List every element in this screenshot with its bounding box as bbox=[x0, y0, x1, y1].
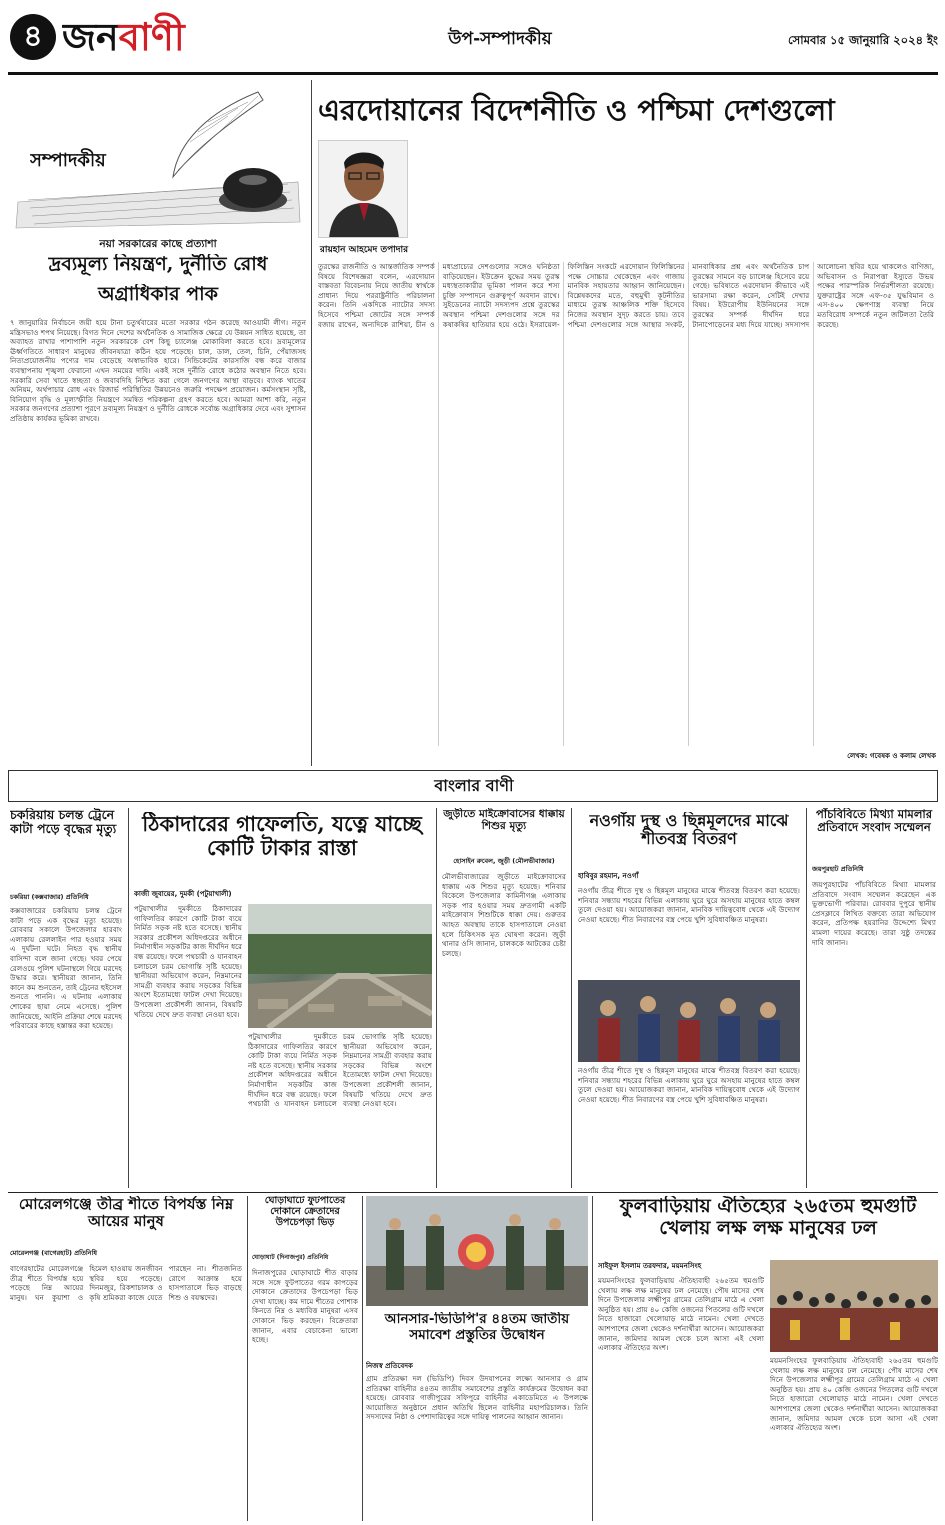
news-body: কক্সবাজারের চকরিয়ায় চলন্ত ট্রেনে কাটা পড়ে এক বৃদ্ধের মৃত্যু হয়েছে। রোববার সকালে উপজেলার হারবাং এলাকায় রেললাইন পার হওয়ার সময় এ দুর্ঘটনা ঘটে। নিহত বৃদ্ধ স্থানীয় বাসিন্দা বলে জানা গেছে। খবর পেয়ে রেলওয়ে পুলিশ ঘটনাস্থলে গিয়ে মরদেহ উদ্ধার করে। স্থানীয়রা জানান, তিনি কানে কম শুনতেন, তাই ট্রেনের হুইসেল শুনতে পাননি। এ ঘটনায় এলাকায় শোকের ছায়া নেমে এসেছে। পুলিশ জানিয়েছে, আইনি প্রক্রিয়া শেষে মরদেহ পরিবারের কাছে হস্তান্তর করা হয়েছে। bbox=[10, 906, 122, 1031]
blanket-distribution-photo bbox=[578, 980, 800, 1062]
news-headline: ঠিকাদারের গাফেলতি, যত্নে যাচ্ছে কোটি টাকার রাস্তা bbox=[142, 812, 422, 861]
news-byline: জয়পুরহাট প্রতিনিধি bbox=[812, 865, 864, 873]
news-byline: মোরেলগঞ্জ (বাগেরহাট) প্রতিনিধি bbox=[10, 1249, 98, 1257]
news-body: মৌলভীবাজারের জুড়ীতে মাইক্রোবাসের ধাক্কায় এক শিশুর মৃত্যু হয়েছে। শনিবার বিকেলে উপজেলার কামিনীগঞ্জ এলাকায় সড়ক পার হওয়ার সময় দ্রুতগামী একটি মাইক্রোবাস শিশুটিকে ধাক্কা দেয়। গুরুতর আহত অবস্থায় তাকে হাসপাতালে নেওয়া হলে চিকিৎসক মৃত ঘোষণা করেন। জুড়ী থানার ওসি জানান, চালককে আটকের চেষ্টা চলছে। bbox=[442, 872, 566, 958]
news-byline: নিজস্ব প্রতিবেদক bbox=[366, 1362, 413, 1370]
masthead-rule bbox=[8, 72, 938, 75]
author-photo bbox=[318, 140, 408, 238]
editorial-body: ৭ জানুয়ারির নির্বাচনে জয়ী হয়ে টানা চতুর্থবারের মতো সরকার গঠন করেছে আওয়ামী লীগ। নতুন মন্ত্রিসভাও শপথ নিয়েছে। বিগত দিনে দেশের অর্থনৈতিক ও সামাজিক ক্ষেত্রে যে উন্নয়ন সাধিত হয়েছে, তা অব্যাহত রাখার পাশাপাশি নতুন সরকারকে বেশ কিছু চ্যালেঞ্জ মোকাবিলা করতে হবে। দ্রব্যমূল্যের ঊর্ধ্বগতিতে সাধারণ মানুষের জীবনযাত্রা কঠিন হয়ে পড়েছে। চাল, ডাল, তেল, চিনি, পেঁয়াজসহ নিত্যপ্রয়োজনীয় পণ্যের দাম বেড়েছে অস্বাভাবিক হারে। সিন্ডিকেটের কারসাজি বন্ধ করে বাজার ব্যবস্থাপনায় শৃঙ্খলা ফেরানো এখন সময়ের দাবি। একই সঙ্গে দুর্নীতি রোধে কঠোর অবস্থান নিতে হবে। সরকারি সেবা খাতে স্বচ্ছতা ও জবাবদিহি নিশ্চিত করা গেলে জনগণের আস্থা বাড়বে। ব্যাংক খাতের অনিয়ম, অর্থপাচার রোধ এবং রিজার্ভ পরিস্থিতির উন্নয়নেও জরুরি পদক্ষেপ প্রয়োজন। কর্মসংস্থান সৃষ্টি, বিনিয়োগ বৃদ্ধি ও মূল্যস্ফীতি নিয়ন্ত্রণে সমন্বিত পরিকল্পনা গ্রহণ করতে হবে। আমরা আশা করি, নতুন সরকার জনগণের প্রত্যাশা পূরণে দ্রব্যমূল্য নিয়ন্ত্রণ ও দুর্নীতি রোধকে সর্বোচ্চ অগ্রাধিকার দেবে এবং সুশাসন প্রতিষ্ঠায় কার্যকর ভূমিকা রাখবে। bbox=[10, 318, 306, 423]
news-headline: নওগাঁয় দুস্থ ও ছিন্নমূলদের মাঝে শীতবস্ত্র বিতরণ bbox=[589, 812, 789, 849]
logo-part-2: বাণী bbox=[118, 14, 185, 59]
feature-body: তুরস্কের রাজনীতি ও আন্তর্জাতিক সম্পর্ক বিষয়ে বিশেষজ্ঞরা বলেন, এরদোয়ান বাস্তবতা বিবেচনায় নিয়ে জাতীয় স্বার্থকে প্রাধান্য দিয়ে পররাষ্ট্রনীতি পরিচালনা করেন। তিনি একদিকে ন্যাটোর সদস্য হিসেবে পশ্চিমা জোটের সঙ্গে সম্পর্ক বজায় রাখেন, অন্যদিকে রাশিয়া, চীন ও মধ্যপ্রাচ্যের দেশগুলোর সঙ্গেও ঘনিষ্ঠতা বাড়িয়েছেন। ইউক্রেন যুদ্ধের সময় তুরস্ক মধ্যস্থতাকারীর ভূমিকা পালন করে শস্য চুক্তি সম্পাদনে গুরুত্বপূর্ণ অবদান রাখে। সুইডেনের ন্যাটো সদস্যপদ প্রশ্নে তুরস্কের অবস্থান পশ্চিমা দেশগুলোর সঙ্গে দর কষাকষির হাতিয়ার হয়ে ওঠে। ইসরায়েল-ফিলিস্তিন সংকটে এরদোয়ান ফিলিস্তিনের পক্ষে সোচ্চার থেকেছেন এবং গাজায় মানবিক সহায়তার আহ্বান জানিয়েছেন। বিশ্লেষকদের মতে, বহুমুখী কূটনীতির মাধ্যমে তুরস্ক আঞ্চলিক শক্তি হিসেবে নিজের অবস্থান সুদৃঢ় করতে চায়। তবে পশ্চিমা দেশগুলোর সঙ্গে আস্থার সংকট, মানবাধিকার প্রশ্ন এবং অর্থনৈতিক চাপ তুরস্কের সামনে বড় চ্যালেঞ্জ হিসেবে রয়ে গেছে। ভবিষ্যতে এরদোয়ান কীভাবে এই ভারসাম্য রক্ষা করেন, সেটিই দেখার বিষয়। ইউরোপীয় ইউনিয়নের সঙ্গে তুরস্কের সম্পর্ক দীর্ঘদিন ধরে টানাপোড়েনের মধ্য দিয়ে যাচ্ছে। সদস্যপদ আলোচনা স্থবির হয়ে থাকলেও বাণিজ্য, অভিবাসন ও নিরাপত্তা ইস্যুতে উভয় পক্ষের পারস্পরিক নির্ভরশীলতা রয়েছে। যুক্তরাষ্ট্রের সঙ্গে এফ-৩৫ যুদ্ধবিমান ও এস-৪০০ ক্ষেপণাস্ত্র ব্যবস্থা নিয়ে মতবিরোধ সম্পর্কে নতুন জটিলতা তৈরি করেছে। bbox=[318, 262, 934, 329]
news-headline: চকরিয়ায় চলন্ত ট্রেনে কাটা পড়ে বৃদ্ধের মৃত্যু bbox=[10, 808, 117, 837]
row-divider bbox=[8, 1192, 938, 1193]
feature-headline: এরদোয়ানের বিদেশনীতি ও পশ্চিমা দেশগুলো bbox=[318, 93, 835, 127]
news-body-continued bbox=[770, 1356, 938, 1519]
news-body: নওগাঁয় তীব্র শীতে দুস্থ ও ছিন্নমূল মানুষের মাঝে শীতবস্ত্র বিতরণ করা হয়েছে। শনিবার সন্ধ্যায় শহরের বিভিন্ন এলাকায় ঘুরে ঘুরে অসহায় মানুষের হাতে কম্বল তুলে দেওয়া হয়। আয়োজকরা জানান, মানবিক দায়িত্ববোধ থেকে এই উদ্যোগ নেওয়া হয়েছে। শীত নিবারণের বস্ত্র পেয়ে খুশি সুবিধাবঞ্চিত মানুষরা। bbox=[578, 886, 800, 924]
news-body-continued bbox=[248, 1032, 432, 1184]
news-headline: ঘোড়াঘাটে ফুটপাতের দোকানে ক্রেতাদের উপচেপড়া ভিড় bbox=[264, 1196, 346, 1228]
ceremony-image bbox=[366, 1196, 588, 1306]
column-divider bbox=[311, 80, 312, 766]
ansar-vdp-photo bbox=[366, 1196, 588, 1306]
news-body: পটুয়াখালীর দুমকীতে ঠিকাদারের গাফিলতির কারণে কোটি টাকা ব্যয়ে নির্মিত সড়ক নষ্ট হতে বসেছে। স্থানীয় সরকার প্রকৌশল অধিদপ্তরের অধীনে নির্মাণাধীন সড়কটির কাজ দীর্ঘদিন ধরে বন্ধ রয়েছে। ফলে পথচারী ও যানবাহন চলাচলে চরম ভোগান্তি সৃষ্টি হয়েছে। স্থানীয়রা অভিযোগ করেন, নিম্নমানের সামগ্রী ব্যবহার করায় সড়কের বিভিন্ন অংশে ইতোমধ্যে ফাটল দেখা দিয়েছে। উপজেলা প্রকৌশলী জানান, বিষয়টি খতিয়ে দেখে দ্রুত ব্যবস্থা নেওয়া হবে। bbox=[134, 904, 242, 1019]
news-headline: জুড়ীতে মাইক্রোবাসের ধাক্কায় শিশুর মৃত্যু bbox=[443, 808, 565, 833]
newspaper-logo bbox=[62, 10, 262, 64]
column-divider bbox=[806, 808, 807, 1188]
news-body: গ্রাম প্রতিরক্ষা দল (ভিডিপি) দিবস উদযাপনের লক্ষ্যে আনসার ও গ্রাম প্রতিরক্ষা বাহিনীর ৪৪তম জাতীয় সমাবেশের প্রস্তুতি কার্যক্রমের উদ্বোধন করা হয়েছে। রোববার গাজীপুরের সফিপুরে বাহিনীর একাডেমিতে এ উপলক্ষে আয়োজিত অনুষ্ঠানে প্রধান অতিথি ছিলেন বাহিনীর মহাপরিচালক। তিনি সদস্যদের নিষ্ঠা ও পেশাদারিত্বের সঙ্গে দায়িত্ব পালনের আহ্বান জানান। bbox=[366, 1374, 588, 1422]
news-body: জয়পুরহাটের পাঁচবিবিতে মিথ্যা মামলার প্রতিবাদে সংবাদ সম্মেলন করেছেন এক ভুক্তভোগী পরিবার। রোববার দুপুরে স্থানীয় প্রেসক্লাবে লিখিত বক্তব্যে তারা অভিযোগ করেন, প্রতিপক্ষ হয়রানির উদ্দেশ্যে মিথ্যা মামলা দায়ের করেছে। তারা সুষ্ঠু তদন্তের দাবি জানান। bbox=[812, 880, 936, 947]
feature-closing: লেখক: গবেষক ও কলাম লেখক bbox=[847, 752, 936, 760]
crowd-image bbox=[578, 980, 800, 1062]
news-body-continued bbox=[578, 1066, 800, 1186]
section-banner bbox=[8, 770, 938, 802]
news-byline: হাবিবুর রহমান, নওগাঁ bbox=[578, 872, 639, 880]
news-byline: ঘোড়াঘাট (দিনাজপুর) প্রতিনিধি bbox=[252, 1254, 329, 1261]
author-portrait-icon bbox=[319, 141, 408, 238]
news-headline: মোরেলগঞ্জে তীব্র শীতে বিপর্যস্ত নিম্ন আয়ের মানুষ bbox=[18, 1196, 234, 1231]
news-body-tail: ময়মনসিংহের ফুলবাড়িয়ায় ঐতিহ্যবাহী ২৬৫তম হুমগুটি খেলায় লক্ষ লক্ষ মানুষের ঢল নেমেছে। পৌষ মাসের শেষ দিনে উপজেলার লক্ষ্মীপুর গ্রামের তেলিগ্রাম মাঠে এ খেলা অনুষ্ঠিত হয়। প্রায় ৪০ কেজি ওজনের পিতলের গুটি দখলে নিতে হাজারো খেলোয়াড় মাঠে নামেন। খেলা দেখতে আশপাশের জেলা থেকেও দর্শনার্থীরা আসেন। আয়োজকরা জানান, জমিদার আমল থেকে চলে আসা এই খেলা এলাকার ঐতিহ্যের অংশ। bbox=[770, 1356, 938, 1433]
road-photo bbox=[248, 904, 432, 1028]
column-divider bbox=[436, 808, 437, 1188]
logo-part-1: জন bbox=[62, 14, 119, 59]
news-headline: ফুলবাড়িয়ায় ঐতিহ্যের ২৬৫তম হুমগুটি খেলায় লক্ষ লক্ষ মানুষের ঢল bbox=[619, 1196, 917, 1239]
news-body-tail: পটুয়াখালীর দুমকীতে ঠিকাদারের গাফিলতির কারণে কোটি টাকা ব্যয়ে নির্মিত সড়ক নষ্ট হতে বসেছে। স্থানীয় সরকার প্রকৌশল অধিদপ্তরের অধীনে নির্মাণাধীন সড়কটির কাজ দীর্ঘদিন ধরে বন্ধ রয়েছে। ফলে পথচারী ও যানবাহন চলাচলে চরম ভোগান্তি সৃষ্টি হয়েছে। স্থানীয়রা অভিযোগ করেন, নিম্নমানের সামগ্রী ব্যবহার করায় সড়কের বিভিন্ন অংশে ইতোমধ্যে ফাটল দেখা দিয়েছে। উপজেলা প্রকৌশলী জানান, বিষয়টি খতিয়ে দেখে দ্রুত ব্যবস্থা নেওয়া হবে। bbox=[248, 1032, 432, 1109]
news-headline: পাঁচবিবিতে মিথ্যা মামলার প্রতিবাদে সংবাদ সম্মেলন bbox=[815, 808, 933, 835]
damaged-road-image bbox=[248, 904, 432, 1028]
page-number-badge bbox=[10, 14, 56, 60]
news-byline: হোসাইন রুবেল, জুড়ী (মৌলভীবাজার) bbox=[453, 857, 555, 865]
column-divider bbox=[247, 1196, 248, 1521]
page-number: ৪ bbox=[23, 19, 43, 54]
issue-date: সোমবার ১৫ জানুয়ারি ২০২৪ ইং bbox=[787, 33, 938, 47]
masthead bbox=[0, 0, 945, 78]
section-banner-title: বাংলার বাণী bbox=[434, 776, 514, 795]
feature-author: রায়হান আহমেদ তপাদার bbox=[319, 245, 409, 255]
news-byline: সাইফুল ইসলাম তরফদার, ময়মনসিংহ bbox=[598, 1262, 702, 1270]
news-headline: আনসার-ভিডিপি'র ৪৪তম জাতীয় সমাবেশ প্রস্তুতির উদ্বোধন bbox=[384, 1312, 570, 1343]
news-body: দিনাজপুরের ঘোড়াঘাটে শীত বাড়ার সঙ্গে সঙ্গে ফুটপাতের গরম কাপড়ের দোকানে ক্রেতাদের উপচেপড়া ভিড় দেখা যাচ্ছে। কম দামে শীতের পোশাক কিনতে নিম্ন ও মধ্যবিত্ত মানুষরা এসব দোকানে ভিড় করছেন। বিক্রেতারা জানান, এবার বেচাকেনা ভালো হচ্ছে। bbox=[252, 1268, 358, 1345]
festival-crowd-image bbox=[770, 1260, 938, 1352]
news-byline: চকরিয়া (কক্সবাজার) প্রতিনিধি bbox=[10, 893, 89, 901]
column-divider bbox=[362, 1196, 363, 1521]
humguti-crowd-photo bbox=[770, 1260, 938, 1352]
editorial-headline-line-2: অগ্রাধিকার পাক bbox=[98, 284, 218, 305]
news-byline: কাজী জুবায়ের, দুমকী (পটুয়াখালী) bbox=[134, 890, 232, 898]
news-body: ময়মনসিংহের ফুলবাড়িয়ায় ঐতিহ্যবাহী ২৬৫তম হুমগুটি খেলায় লক্ষ লক্ষ মানুষের ঢল নেমেছে। পৌষ মাসের শেষ দিনে উপজেলার লক্ষ্মীপুর গ্রামের তেলিগ্রাম মাঠে এ খেলা অনুষ্ঠিত হয়। প্রায় ৪০ কেজি ওজনের পিতলের গুটি দখলে নিতে হাজারো খেলোয়াড় মাঠে নামেন। খেলা দেখতে আশপাশের জেলা থেকেও দর্শনার্থীরা আসেন। আয়োজকরা জানান, জমিদার আমল থেকে চলে আসা এই খেলা এলাকার ঐতিহ্যের অংশ। bbox=[598, 1276, 764, 1353]
news-body-tail: নওগাঁয় তীব্র শীতে দুস্থ ও ছিন্নমূল মানুষের মাঝে শীতবস্ত্র বিতরণ করা হয়েছে। শনিবার সন্ধ্যায় শহরের বিভিন্ন এলাকায় ঘুরে ঘুরে অসহায় মানুষের হাতে কম্বল তুলে দেওয়া হয়। আয়োজকরা জানান, মানবিক দায়িত্ববোধ থেকে এই উদ্যোগ নেওয়া হয়েছে। শীত নিবারণের বস্ত্র পেয়ে খুশি সুবিধাবঞ্চিত মানুষরা। bbox=[578, 1066, 800, 1104]
editorial-kicker: নয়া সরকারের কাছে প্রত্যাশা bbox=[99, 238, 217, 250]
column-divider bbox=[128, 808, 129, 1188]
column-divider bbox=[592, 1196, 593, 1521]
news-body: বাগেরহাটের মোরেলগঞ্জে তীব্র শীতে বিপর্যস্ত হয়ে পড়েছে নিম্ন আয়ের মানুষ। ঘন কুয়াশা ও হিমেল হাওয়ায় জনজীবন স্থবির হয়ে পড়েছে। দিনমজুর, রিকশাচালক ও কৃষি শ্রমিকরা কাজে যেতে পারছেন না। শীতজনিত রোগে আক্রান্ত হয়ে হাসপাতালে ভিড় বাড়ছে শিশু ও বয়স্কদের। bbox=[10, 1264, 242, 1302]
editorial-headline-line-1: দ্রব্যমূল্য নিয়ন্ত্রণ, দুর্নীতি রোধ bbox=[48, 254, 268, 275]
column-divider bbox=[571, 808, 572, 1188]
section-name: উপ-সম্পাদকীয় bbox=[448, 29, 552, 49]
editorial-label: সম্পাদকীয় bbox=[30, 150, 106, 171]
